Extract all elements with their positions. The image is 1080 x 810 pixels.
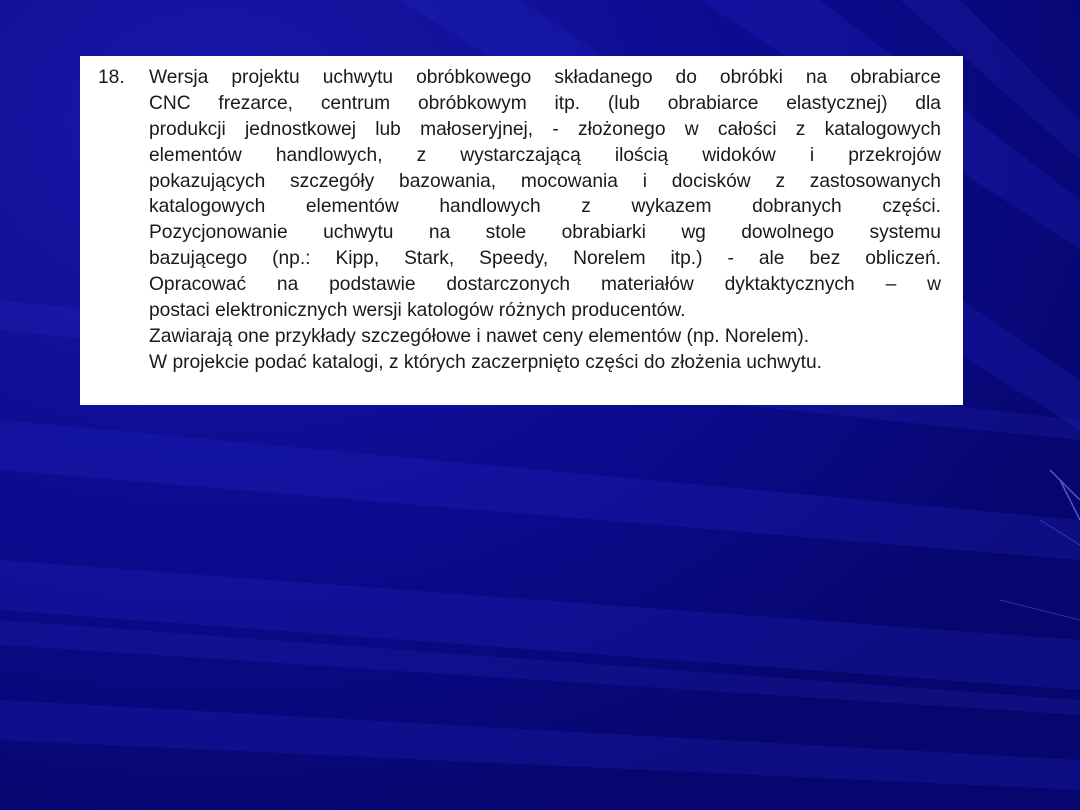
- text-line: Pozycjonowanie uchwytu na stole obrabiarki wg dowolnego systemu: [149, 222, 941, 244]
- text-line: Zawiarają one przykłady szczegółowe i nawet ceny elementów (np. Norelem).: [149, 325, 810, 347]
- text-line: CNC frezarce, centrum obróbkowym itp. (lub obrabiarce elastycznej) dla: [149, 92, 941, 114]
- text-line: katalogowych elementów handlowych z wykazem dobranych części.: [149, 196, 941, 218]
- text-line: W projekcie podać katalogi, z których zaczerpnięto części do złożenia uchwytu.: [149, 351, 822, 373]
- text-box: [80, 56, 963, 405]
- item-number: 18.: [98, 67, 125, 88]
- text-line: bazującego (np.: Kipp, Stark, Speedy, Norelem itp.) - ale bez obliczeń.: [149, 248, 941, 270]
- text-line: elementów handlowych, z wystarczającą ilością widoków i przekrojów: [149, 144, 941, 166]
- text-line: Opracować na podstawie dostarczonych materiałów dyktaktycznych – w: [149, 274, 941, 296]
- text-line: Wersja projektu uchwytu obróbkowego składanego do obróbki na obrabiarce: [149, 67, 941, 88]
- item-body: [149, 65, 941, 376]
- text-line: postaci elektronicznych wersji katologów różnych producentów.: [149, 300, 686, 322]
- text-line: pokazujących szczegóły bazowania, mocowania i docisków z zastosowanych: [149, 170, 941, 192]
- text-line: produkcji jednostkowej lub małoseryjnej, - złożonego w całości z katalogowych: [149, 118, 941, 140]
- numbered-item: [98, 65, 941, 376]
